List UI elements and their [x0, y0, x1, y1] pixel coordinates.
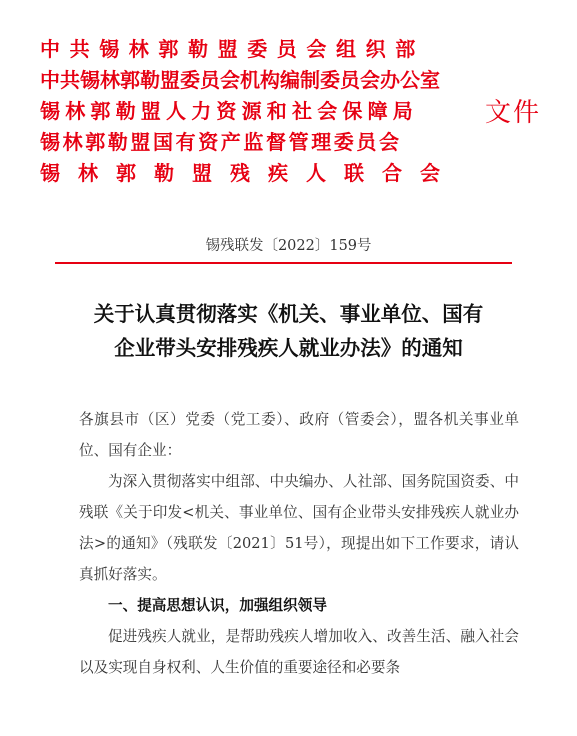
- issuer-staffing-office: 中共锡林郭勒盟委员会机构编制委员会办公室: [40, 68, 440, 92]
- issuer-block: [40, 34, 458, 189]
- title-line-1: 关于认真贯彻落实《机关、事业单位、国有: [93, 302, 484, 326]
- issuer-disabled-federation: 锡林郭勒盟残疾人联合会: [40, 161, 458, 185]
- body-paragraph: 促进残疾人就业，是帮助残疾人增加收入、改善生活、融入社会以及实现自身权利、人生价值的重要途径和必要条: [79, 628, 519, 676]
- document-number: 锡残联发〔2022〕159号: [205, 238, 372, 254]
- red-separator-line: [55, 262, 512, 264]
- issuer-hr-social-security: 锡林郭勒盟人力资源和社会保障局: [40, 99, 418, 123]
- document-type-label: 文件: [485, 98, 542, 128]
- title-line-2: 企业带头安排残疾人就业办法》的通知: [114, 336, 463, 360]
- section-heading: 一、提高思想认识，加强组织领导: [108, 597, 327, 614]
- salutation: 各旗县市（区）党委（党工委）、政府（管委会），盟各机关事业单位、国有企业：: [79, 411, 519, 459]
- document-body: [79, 404, 519, 683]
- issuer-organization-dept: 中共锡林郭勒盟委员会组织部: [40, 37, 425, 61]
- issuer-state-assets: 锡林郭勒盟国有资产监督管理委员会: [40, 130, 402, 154]
- document-title: [20, 297, 557, 365]
- intro-paragraph: 为深入贯彻落实中组部、中央编办、人社部、国务院国资委、中残联《关于印发<机关、事业单位、国有企业带头安排残疾人就业办法>的通知》（残联发〔2021〕51号），现提出如下工作要求，请认真抓好落实。: [79, 473, 519, 583]
